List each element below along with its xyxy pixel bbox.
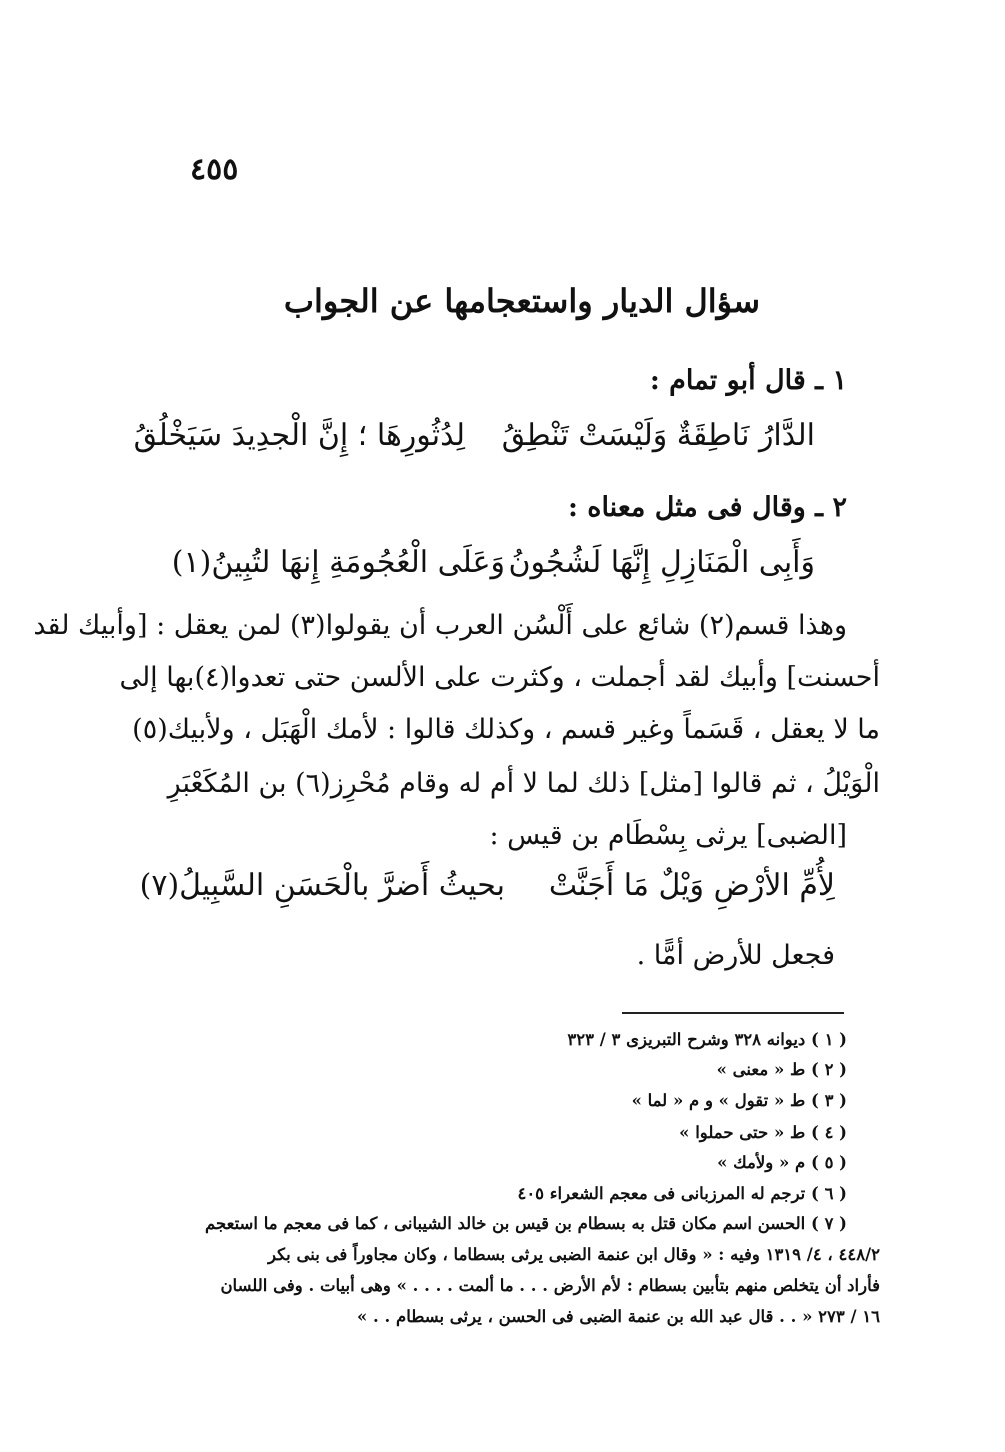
footnote-7-line-4: ١٦ / ٢٧٣ « . . قال عبد الله بن عنمة الضبى فى الحسن ، يرثى بسطام . . » (356, 1307, 880, 1326)
paragraph-line-2: أحسنت] وأبيك لقد أجملت ، وكثرت على الألسن حتى تعدوا(٤)بها إلى (119, 662, 880, 693)
verse-1-second-hemistich: لِدُثُورِهَا ؛ إِنَّ الْجدِيدَ سَيَخْلُقُ (133, 418, 465, 453)
footnote-7-line-2: ٤٤٨/٢ ، ٤/ ١٣١٩ وفيه : « وقال ابن عنمة الضبى يرثى بسطاما ، وكان مجاوراً فى بنى بكر (267, 1245, 880, 1264)
section-2-heading: ٢ ـ وقال فى مثل معناه : (567, 492, 847, 523)
verse-1-first-hemistich: الدَّارُ نَاطِقَةٌ وَلَيْسَتْ تَنْطِقُ (501, 418, 815, 453)
paragraph-line-5: [الضبى] يرثى بِسْطَام بن قيس : (489, 820, 847, 851)
closing-line: فجعل للأرض أمًّا . (636, 940, 835, 971)
footnote-7-line-1: ( ٧ ) الحسن اسم مكان قتل به بسطام بن قيس بن خالد الشيبانى ، كما فى معجم ما استعجم (204, 1214, 847, 1233)
footnote-1: ( ١ ) ديوانه ٣٢٨ وشرح التبريزى ٣ / ٣٢٣ (567, 1030, 847, 1049)
verse-3-first-hemistich: لِأُمِّ الأرْضِ وَيْلٌ مَا أَجَنَّتْ (548, 868, 835, 903)
footnote-separator (622, 1012, 844, 1014)
verse-3-second-hemistich: بحيثُ أَضرَّ بالْحَسَنِ السَّبِيلُ(٧) (139, 868, 505, 903)
verse-2-first-hemistich: وَأَبِى الْمَنَازِلِ إِنَّهَا لَشُجُونُ (508, 545, 815, 580)
verse-2-second-hemistich: وَعَلَى الْعُجُومَةِ إِنهَا لتُبِينُ(١) (171, 545, 505, 580)
footnote-3: ( ٣ ) ط « تقول » و م « لما » (631, 1091, 847, 1110)
footnote-4: ( ٤ ) ط « حتى حملوا » (679, 1123, 847, 1142)
page-number: ٤٥٥ (190, 152, 239, 187)
footnote-7-line-3: فأراد أن يتخلص منهم بتأبين بسطام : لأم الأرض . . . ما ألمت . . . . » وهى أبيات . وفى اللسان (220, 1276, 880, 1295)
section-1-heading: ١ ـ قال أبو تمام : (649, 365, 847, 396)
paragraph-line-4: الْوَيْلُ ، ثم قالوا [مثل] ذلك لما لا أم له وقام مُحْرِز(٦) بن المُكَعْبَرِ (167, 768, 880, 799)
footnote-6: ( ٦ ) ترجم له المرزبانى فى معجم الشعراء ٤٠٥ (517, 1184, 847, 1203)
paragraph-line-1: وهذا قسم(٢) شائع على أَلْسُن العرب أن يقولوا(٣) لمن يعقل : [وأبيك لقد (33, 610, 847, 641)
chapter-title: سؤال الديار واستعجامها عن الجواب (283, 282, 760, 320)
paragraph-line-3: ما لا يعقل ، قَسَماً وغير قسم ، وكذلك قالوا : لأمك الْهَبَل ، ولأبيك(٥) (132, 714, 880, 745)
footnote-2: ( ٢ ) ط « معنى » (716, 1060, 847, 1079)
footnote-5: ( ٥ ) م « ولأمك » (717, 1153, 847, 1172)
